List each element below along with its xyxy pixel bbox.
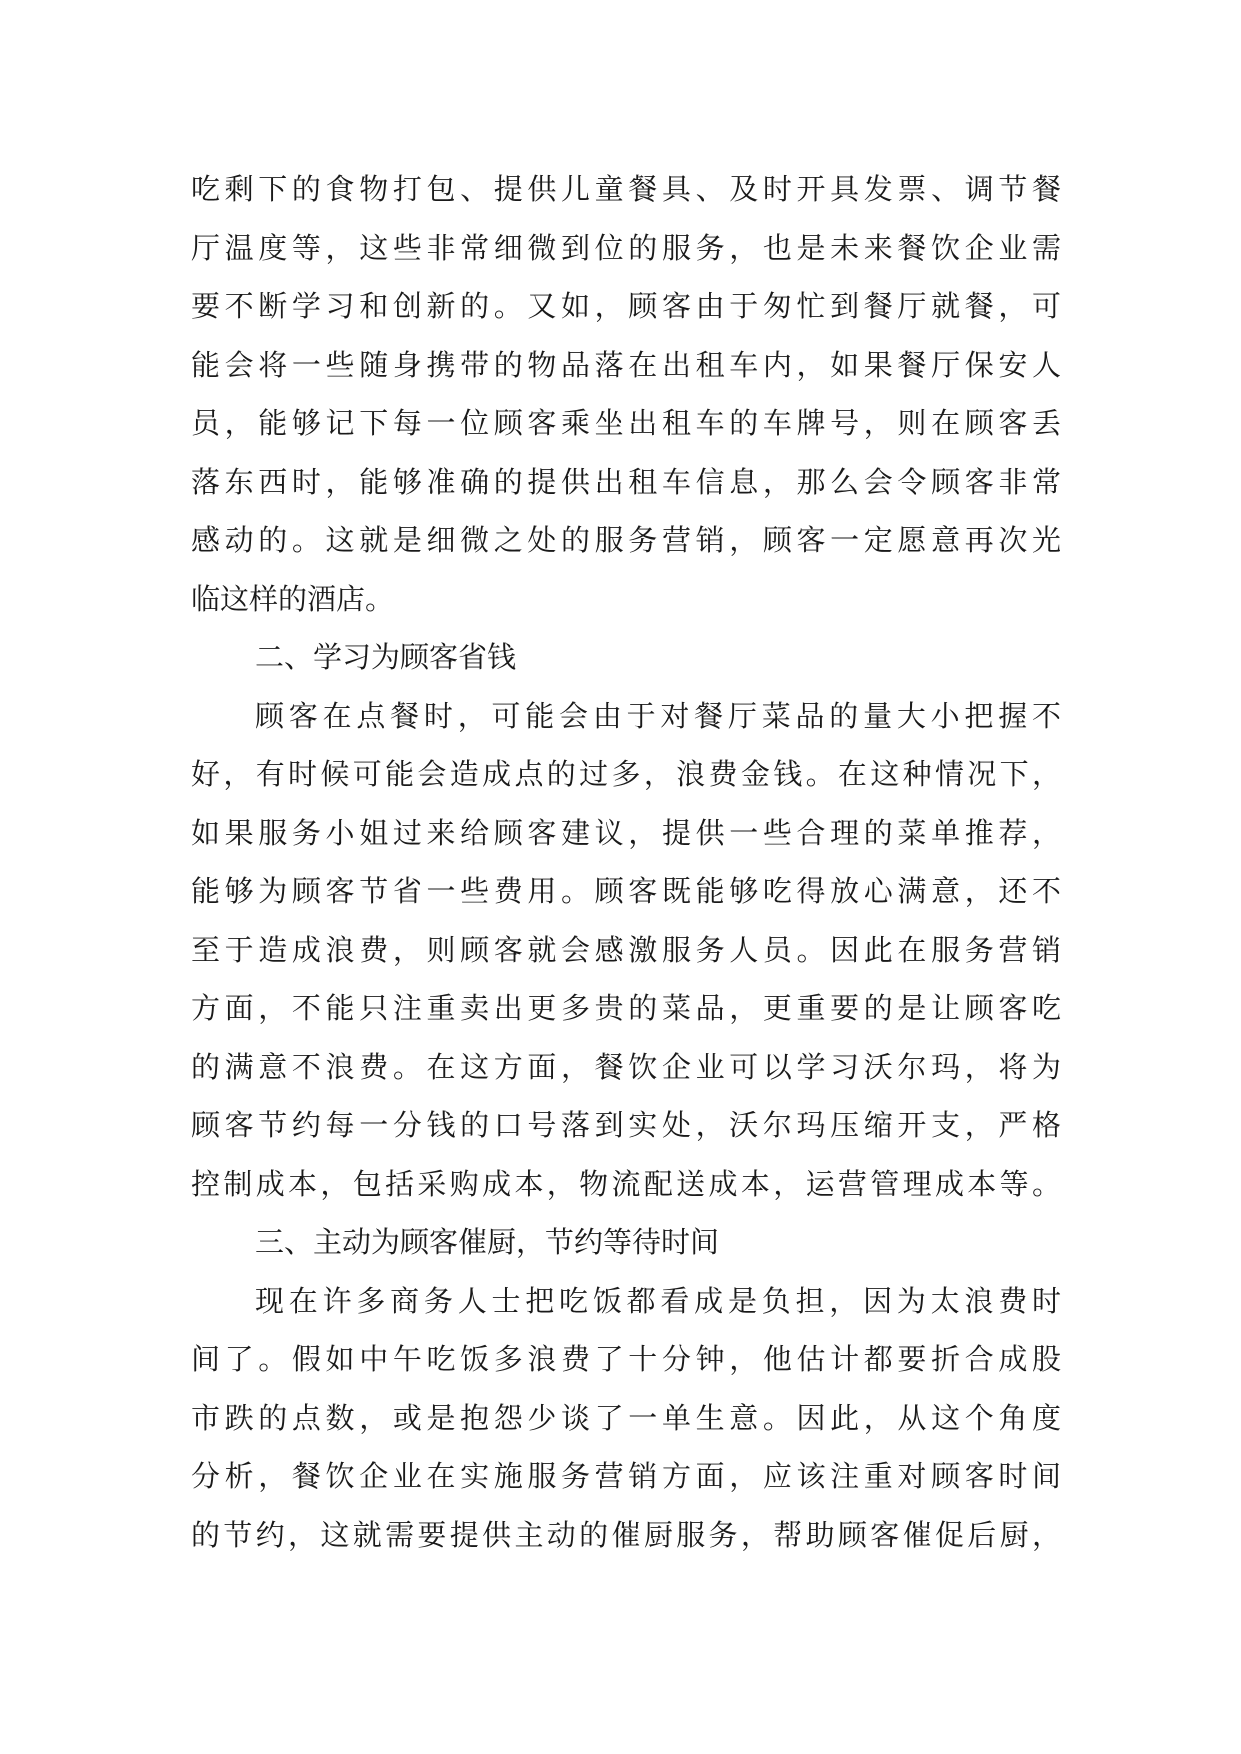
document-body	[191, 160, 1061, 1564]
section-heading: 二、学习为顾客省钱	[255, 640, 517, 674]
section-heading: 三、主动为顾客催厨，节约等待时间	[255, 1225, 720, 1259]
text-line: 间了。假如中午吃饭多浪费了十分钟，他估计都要折合成股	[191, 1342, 1061, 1376]
text-line: 要不断学习和创新的。又如，顾客由于匆忙到餐厅就餐，可	[191, 289, 1061, 323]
paragraph-first-line: 顾客在点餐时，可能会由于对餐厅菜品的量大小把握不	[255, 698, 1061, 733]
text-line: 厅温度等，这些非常细微到位的服务，也是未来餐饮企业需	[191, 230, 1061, 265]
text-line: 顾客节约每一分钱的口号落到实处，沃尔玛压缩开支，严格	[191, 1108, 1061, 1142]
paragraph-first-line: 现在许多商务人士把吃饭都看成是负担，因为太浪费时	[255, 1283, 1061, 1318]
text-line: 落东西时，能够准确的提供出租车信息，那么会令顾客非常	[191, 464, 1061, 499]
text-line: 控制成本，包括采购成本，物流配送成本，运营管理成本等。	[191, 1166, 1061, 1201]
text-line: 的满意不浪费。在这方面，餐饮企业可以学习沃尔玛，将为	[191, 1049, 1061, 1084]
text-line: 吃剩下的食物打包、提供儿童餐具、及时开具发票、调节餐	[191, 172, 1061, 206]
text-line: 分析，餐饮企业在实施服务营销方面，应该注重对顾客时间	[191, 1459, 1061, 1493]
text-line: 临这样的酒店。	[191, 581, 395, 616]
text-line: 感动的。这就是细微之处的服务营销，顾客一定愿意再次光	[191, 523, 1061, 557]
text-line: 至于造成浪费，则顾客就会感激服务人员。因此在服务营销	[191, 932, 1061, 967]
text-line: 能会将一些随身携带的物品落在出租车内，如果餐厅保安人	[191, 347, 1061, 382]
text-line: 的节约，这就需要提供主动的催厨服务，帮助顾客催促后厨，	[191, 1517, 1061, 1552]
text-line: 如果服务小姐过来给顾客建议，提供一些合理的菜单推荐，	[191, 815, 1061, 850]
text-line: 能够为顾客节省一些费用。顾客既能够吃得放心满意，还不	[191, 874, 1061, 908]
text-line: 方面，不能只注重卖出更多贵的菜品，更重要的是让顾客吃	[191, 991, 1061, 1025]
text-line: 员，能够记下每一位顾客乘坐出租车的车牌号，则在顾客丢	[191, 406, 1061, 440]
text-line: 好，有时候可能会造成点的过多，浪费金钱。在这种情况下，	[191, 757, 1061, 791]
text-line: 市跌的点数，或是抱怨少谈了一单生意。因此，从这个角度	[191, 1400, 1061, 1435]
